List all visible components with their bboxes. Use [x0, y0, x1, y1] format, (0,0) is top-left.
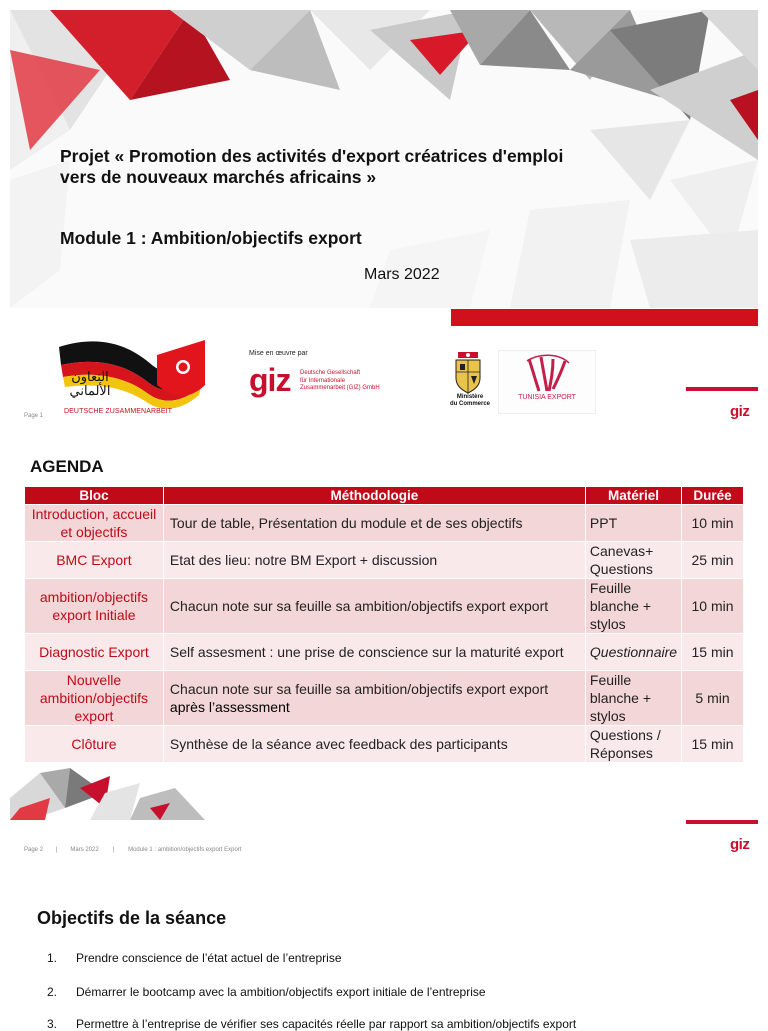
implemented-by-label: Mise en œuvre par [249, 350, 308, 357]
agenda-row [25, 634, 744, 671]
objective-text: Démarrer le bootcamp avec la ambition/objectifs export initiale de l’entreprise [76, 985, 486, 999]
ministry-line-2: du Commerce [449, 401, 490, 407]
objective-item [47, 951, 342, 965]
arabic-line-1: التعاون [71, 369, 109, 384]
header-duree: Durée [682, 487, 744, 505]
bloc-cell: Introduction, accueil et objectifs [25, 505, 164, 542]
duree-cell: 15 min [682, 726, 744, 763]
methodologie-cell: Chacun note sur sa feuille sa ambition/objectifs export export [163, 579, 585, 634]
red-accent-band [451, 309, 758, 326]
objective-number: 3. [47, 1017, 58, 1031]
duree-cell: 25 min [682, 542, 744, 579]
materiel-cell: PPT [585, 505, 681, 542]
footer-date: Mars 2022 [70, 847, 99, 853]
giz-footer-logo: giz [730, 403, 750, 420]
methodologie-cell [163, 671, 585, 726]
arabic-line-2: الألماني [69, 383, 111, 398]
materiel-cell: Feuille blanche + stylos [585, 671, 681, 726]
footer-module: Module 1 : ambition/objectifs export Export [128, 847, 242, 853]
giz-footer-rule [686, 820, 758, 824]
materiel-cell: Canevas+ Questions [585, 542, 681, 579]
bloc-cell: Nouvelle ambition/objectifs export [25, 671, 164, 726]
agenda-row [25, 671, 744, 726]
methodologie-text: Chacun note sur sa feuille sa ambition/objectifs export export [169, 681, 549, 697]
project-title-line-1: Projet « Promotion des activités d'export créatrices d'emploi [60, 146, 564, 166]
project-title-line-2: vers de nouveaux marchés africains » [60, 167, 377, 187]
tunisia-coat-of-arms-icon [452, 352, 484, 394]
bloc-cell: ambition/objectifs export Initiale [25, 579, 164, 634]
header-materiel: Matériel [585, 487, 681, 505]
giz-full-name [300, 370, 395, 393]
footer-separator: | [55, 847, 58, 853]
objective-text: Permettre à l’entreprise de vérifier ses capacités réelle par rapport sa ambition/objectifs export [76, 1017, 577, 1031]
agenda-row [25, 505, 744, 542]
agenda-header-row [25, 487, 744, 505]
agenda-row [25, 542, 744, 579]
materiel-cell: Questionnaire [585, 634, 681, 671]
header-methodologie: Méthodologie [163, 487, 585, 505]
bloc-cell: BMC Export [25, 542, 164, 579]
materiel-cell: Feuille blanche + stylos [585, 579, 681, 634]
decorative-triangles [10, 768, 210, 820]
slide-footer [24, 847, 241, 853]
giz-name-line-2: für Internationale [300, 377, 346, 384]
methodologie-cell: Synthèse de la séance avec feedback des participants [163, 726, 585, 763]
objective-item [47, 1017, 576, 1031]
objective-text: Prendre conscience de l’état actuel de l’entreprise [76, 951, 342, 965]
module-title: Module 1 : Ambition/objectifs export [60, 228, 362, 248]
duree-cell: 10 min [682, 579, 744, 634]
footer-separator: | [112, 847, 115, 853]
duree-cell: 15 min [682, 634, 744, 671]
objective-number: 1. [47, 951, 58, 965]
materiel-cell: Questions / Réponses [585, 726, 681, 763]
agenda-title: AGENDA [30, 457, 104, 476]
tunisia-export-label: TUNISIA EXPORT [518, 394, 576, 401]
header-bloc: Bloc [25, 487, 164, 505]
agenda-row [25, 726, 744, 763]
ministry-line-1: Ministère [456, 394, 484, 400]
methodologie-cell: Etat des lieu: notre BM Export + discussion [163, 542, 585, 579]
agenda-table [24, 486, 744, 763]
cooperation-arabic-text [62, 370, 118, 398]
duree-cell: 10 min [682, 505, 744, 542]
giz-logo-mark: giz [249, 362, 291, 398]
giz-name-line-3: Zusammenarbeit (GIZ) GmbH [300, 385, 380, 391]
methodologie-cell: Self assesment : une prise de conscience sur la maturité export [163, 634, 585, 671]
duree-cell: 5 min [682, 671, 744, 726]
objective-number: 2. [47, 985, 58, 999]
objective-item [47, 985, 486, 999]
giz-footer-rule [686, 387, 758, 391]
page-number-1: Page 1 [24, 413, 44, 419]
title-slide [0, 0, 768, 432]
objectives-title: Objectifs de la séance [37, 908, 227, 928]
bloc-cell: Clôture [25, 726, 164, 763]
ministry-of-commerce-label [448, 394, 492, 408]
methodologie-extra-text: après l’assessment [169, 699, 290, 715]
methodologie-cell: Tour de table, Présentation du module et de ses objectifs [163, 505, 585, 542]
giz-footer-logo: giz [730, 836, 750, 853]
giz-name-line-1: Deutsche Gesellschaft [300, 370, 361, 376]
footer-page: Page 2 [24, 847, 44, 853]
presentation-date: Mars 2022 [364, 266, 440, 283]
cooperation-german-text: DEUTSCHE ZUSAMMENARBEIT [64, 408, 173, 415]
project-title [60, 146, 680, 188]
bloc-cell: Diagnostic Export [25, 634, 164, 671]
tunisia-export-swirl-icon [499, 351, 595, 395]
tunisia-export-logo [498, 350, 596, 414]
agenda-row [25, 579, 744, 634]
